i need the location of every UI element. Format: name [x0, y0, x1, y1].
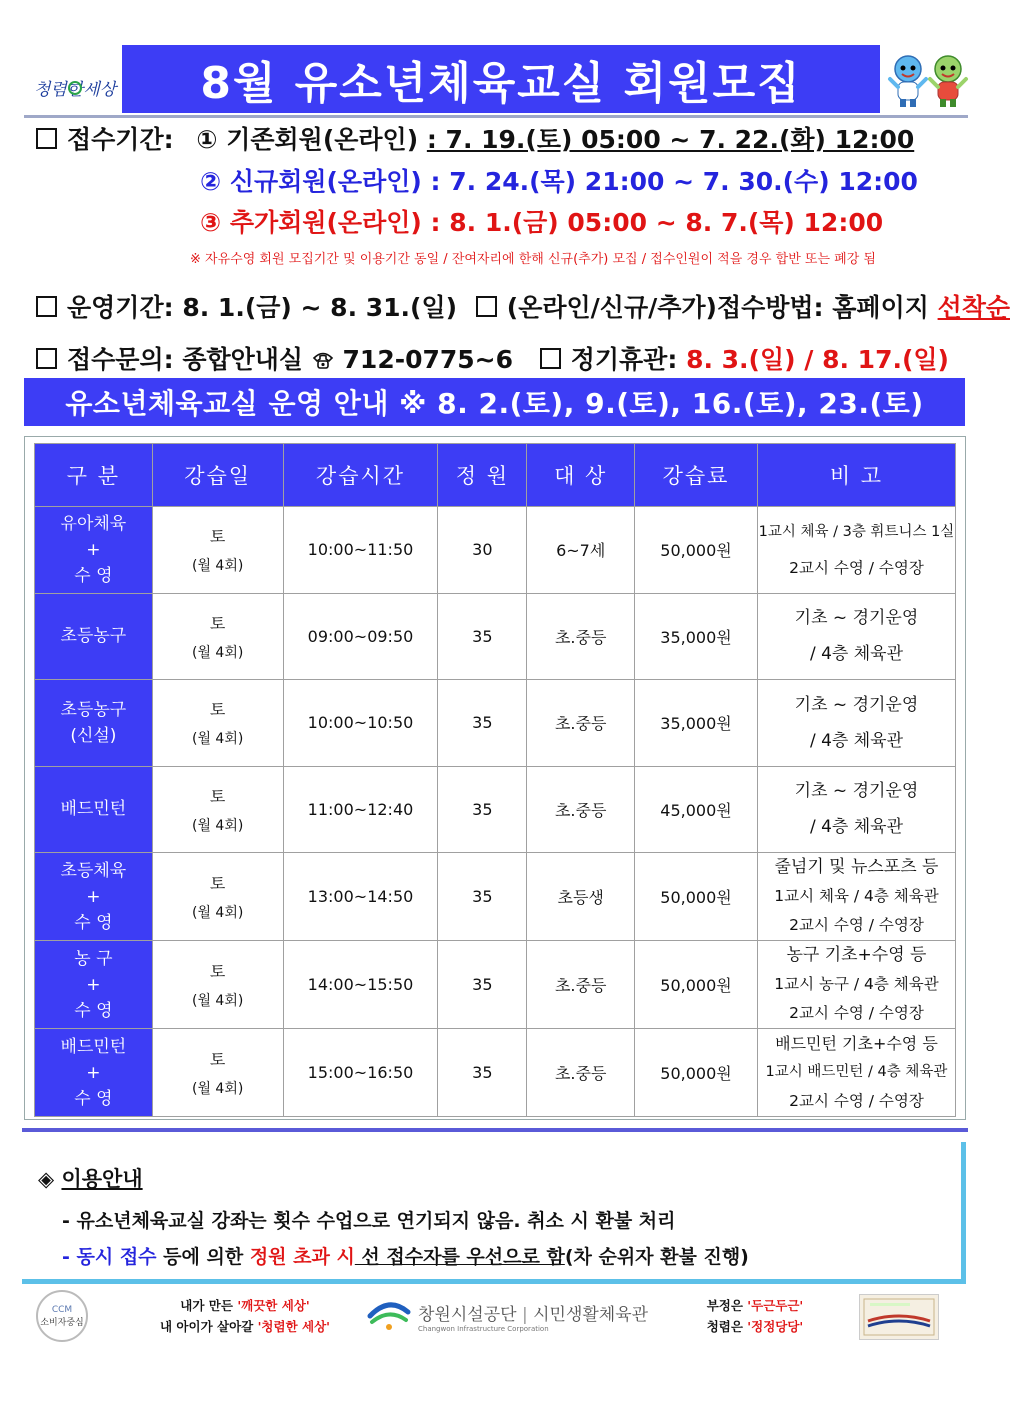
remark-line: 1교시 농구 / 4층 체육관 — [774, 975, 939, 993]
operation-method-label: (온라인/신규/추가)접수방법: — [506, 293, 824, 322]
table-row — [35, 853, 956, 941]
contact-phone: 712-0775~6 — [342, 345, 514, 374]
operation-row — [36, 288, 1010, 324]
checkbox-icon — [36, 348, 57, 369]
remark-line: 1교시 체육 / 3층 휘트니스 1실 — [758, 523, 955, 540]
category-line: 수 영 — [74, 1000, 113, 1021]
frequency: (월 4회) — [191, 817, 244, 834]
table-row — [35, 766, 956, 853]
slogan-left — [140, 1295, 350, 1337]
time-cell: 14:00~15:50 — [283, 941, 438, 1029]
day-cell — [152, 593, 283, 680]
capacity-cell: 35 — [438, 853, 527, 941]
category-cell — [35, 941, 153, 1029]
target-cell: 6~7세 — [527, 507, 635, 594]
table-row — [35, 593, 956, 680]
remarks-cell — [757, 766, 955, 853]
header-time: 강습시간 — [283, 444, 438, 507]
usage-line-1: - 유소년체육교실 강좌는 횟수 수업으로 연기되지 않음. 취소 시 환불 처리 — [62, 1210, 676, 1232]
remark-line: 줄넘기 및 뉴스포츠 등 — [774, 857, 939, 877]
org-logo: 창원시설공단 | 시민생활체육관 Changwon Infrastructure Corporation — [366, 1294, 648, 1338]
category-line: 수 영 — [74, 565, 113, 586]
day: 토 — [209, 962, 226, 981]
checkbox-icon — [540, 348, 561, 369]
day-cell — [152, 766, 283, 853]
fee-cell: 50,000원 — [635, 1029, 758, 1117]
page-title: 8월 유소년체육교실 회원모집 — [122, 45, 880, 113]
remarks-cell — [757, 507, 955, 594]
header-remarks: 비 고 — [757, 444, 955, 507]
mascot-green-icon — [928, 53, 968, 108]
capacity-cell: 35 — [438, 593, 527, 680]
fee-cell: 50,000원 — [635, 941, 758, 1029]
remarks-cell — [757, 593, 955, 680]
category-cell — [35, 507, 153, 594]
time-cell: 11:00~12:40 — [283, 766, 438, 853]
slogan-right — [680, 1295, 830, 1337]
slogan-left-2b: '청렴한 세상' — [257, 1319, 330, 1334]
frequency: (월 4회) — [191, 905, 244, 921]
org-dept: 시민생활체육관 — [533, 1304, 649, 1325]
phone-icon — [312, 347, 334, 376]
table-row — [35, 507, 956, 594]
registration-row-2 — [200, 162, 918, 198]
time-cell: 10:00~10:50 — [283, 680, 438, 767]
remark-line: / 4층 체육관 — [809, 817, 903, 838]
frequency: (월 4회) — [191, 644, 244, 661]
closed-label: 정기휴관: — [570, 345, 678, 374]
registration-who-3: 추가회원(온라인) — [229, 208, 422, 237]
operation-period-value: 8. 1.(금) ~ 8. 31.(일) — [182, 293, 458, 322]
day-cell — [152, 507, 283, 594]
time-cell: 15:00~16:50 — [283, 1029, 438, 1117]
header-capacity: 정 원 — [438, 444, 527, 507]
registration-period-2: : 7. 24.(목) 21:00 ~ 7. 30.(수) 12:00 — [430, 167, 918, 196]
usage-line-2d: 선 접수자를 우선으로 함 — [354, 1246, 565, 1268]
checkbox-icon — [36, 296, 57, 317]
contact-value: 종합안내실 — [182, 345, 304, 374]
category-line: 유아체육 — [60, 513, 127, 534]
remark-line: 2교시 수영 / 수영장 — [789, 1092, 924, 1110]
section-divider — [22, 1128, 968, 1132]
remark-line: 기초 ~ 경기운영 — [794, 608, 919, 629]
day: 토 — [209, 527, 226, 547]
remark-line: 2교시 수영 / 수영장 — [789, 916, 924, 934]
header-category: 구 분 — [35, 444, 153, 507]
header-divider — [24, 115, 968, 118]
category-line: 초등농구 — [60, 626, 127, 647]
closed-value: 8. 3.(일) / 8. 17.(일) — [686, 345, 949, 374]
day-cell — [152, 853, 283, 941]
certificate-image — [859, 1294, 939, 1340]
usage-line-2c: 정원 초과 시 — [249, 1246, 355, 1268]
category-line: 배드민턴 — [60, 799, 127, 820]
remark-line: 기초 ~ 경기운영 — [794, 781, 919, 802]
category-line: 초등농구 — [60, 699, 127, 720]
category-cell — [35, 853, 153, 941]
category-line: 농 구 — [74, 948, 113, 969]
logo-text: 청렴한세상 — [33, 80, 117, 100]
capacity-cell: 35 — [438, 680, 527, 767]
target-cell: 초.중등 — [527, 1029, 635, 1117]
day: 토 — [209, 786, 226, 806]
target-cell: 초.중등 — [527, 941, 635, 1029]
usage-line-2a: - 동시 접수 — [62, 1246, 157, 1268]
category-cell — [35, 1029, 153, 1117]
time-cell: 13:00~14:50 — [283, 853, 438, 941]
category-cell — [35, 766, 153, 853]
slogan-right-1a: 부정은 — [706, 1298, 748, 1313]
registration-row-1 — [36, 120, 914, 156]
ccm-badge — [36, 1290, 88, 1342]
registration-num-1: ① — [196, 125, 218, 154]
day-cell — [152, 941, 283, 1029]
capacity-cell: 35 — [438, 1029, 527, 1117]
frequency: (월 4회) — [191, 731, 244, 748]
day-cell — [152, 1029, 283, 1117]
slogan-right-2a: 청렴은 — [706, 1319, 748, 1334]
target-cell: 초.중등 — [527, 593, 635, 680]
frequency: (월 4회) — [191, 558, 244, 575]
remarks-cell — [757, 680, 955, 767]
category-line: 배드민턴 — [60, 1036, 127, 1057]
cheongnyeom-logo — [30, 55, 120, 115]
fee-cell: 35,000원 — [635, 680, 758, 767]
registration-period-3: : 8. 1.(금) 05:00 ~ 8. 7.(목) 12:00 — [430, 208, 884, 237]
header-day: 강습일 — [152, 444, 283, 507]
registration-num-3: ③ — [200, 208, 222, 237]
category-line: + — [86, 886, 101, 907]
ccm-line-2: 소비자중심 — [40, 1317, 84, 1328]
category-cell — [35, 593, 153, 680]
remarks-cell — [757, 941, 955, 1029]
operation-method-highlight: 선착순 — [937, 293, 1010, 322]
registration-label: 접수기간: — [67, 125, 174, 154]
usage-title-text: 이용안내 — [61, 1167, 143, 1191]
frequency: (월 4회) — [191, 993, 244, 1009]
fee-cell: 45,000원 — [635, 766, 758, 853]
registration-who-2: 신규회원(온라인) — [229, 167, 422, 196]
remark-line: 1교시 체육 / 4층 체육관 — [774, 887, 939, 905]
remark-line: / 4층 체육관 — [809, 644, 903, 665]
registration-num-2: ② — [200, 167, 222, 196]
usage-line-2e: (차 순위자 환불 진행) — [564, 1246, 749, 1268]
slogan-right-1b: '두근두근' — [747, 1298, 804, 1313]
fee-cell: 35,000원 — [635, 593, 758, 680]
time-cell: 10:00~11:50 — [283, 507, 438, 594]
day-cell — [152, 680, 283, 767]
slogan-left-1b: '깨끗한 세상' — [237, 1298, 310, 1313]
remark-line: 1교시 배드민턴 / 4층 체육관 — [765, 1064, 948, 1080]
target-cell: 초등생 — [527, 853, 635, 941]
slogan-left-1a: 내가 만든 — [180, 1298, 238, 1313]
category-line: 수 영 — [74, 1088, 113, 1109]
operation-guide-bar: 유소년체육교실 운영 안내 ※ 8. 2.(토), 9.(토), 16.(토), 23.(토) — [24, 378, 965, 426]
remark-line: 2교시 수영 / 수영장 — [789, 558, 924, 577]
category-line: + — [86, 1062, 101, 1083]
org-name: 창원시설공단 — [418, 1304, 517, 1325]
day: 토 — [209, 613, 226, 633]
schedule-table — [34, 443, 956, 1117]
category-line: + — [86, 539, 101, 560]
usage-line-2b: 등에 의한 — [156, 1246, 250, 1268]
mascot-blue-icon — [888, 53, 928, 108]
header-fee: 강습료 — [635, 444, 758, 507]
registration-period-1: : 7. 19.(토) 05:00 ~ 7. 22.(화) 12:00 — [426, 125, 915, 154]
target-cell: 초.중등 — [527, 680, 635, 767]
target-cell: 초.중등 — [527, 766, 635, 853]
operation-method-value: 홈페이지 — [832, 293, 929, 322]
registration-note: ※ 자유수영 회원 모집기간 및 이용기간 동일 / 잔여자리에 한해 신규(추가) 모집 / 접수인원이 적을 경우 합반 또는 폐강 됨 — [190, 252, 876, 267]
fee-cell: 50,000원 — [635, 507, 758, 594]
header-target: 대 상 — [527, 444, 635, 507]
remarks-cell — [757, 1029, 955, 1117]
capacity-cell: 35 — [438, 766, 527, 853]
diamond-icon: ◈ — [38, 1167, 55, 1191]
capacity-cell: 35 — [438, 941, 527, 1029]
registration-row-3 — [200, 203, 883, 239]
table-row — [35, 1029, 956, 1117]
category-line: 수 영 — [74, 912, 113, 933]
usage-line-2 — [62, 1242, 749, 1269]
table-row — [35, 680, 956, 767]
capacity-cell: 30 — [438, 507, 527, 594]
remark-line: 농구 기초+수영 등 — [786, 945, 927, 965]
remark-line: 2교시 수영 / 수영장 — [789, 1004, 924, 1022]
checkbox-icon — [36, 128, 57, 149]
contact-label: 접수문의: — [67, 345, 174, 374]
remarks-cell — [757, 853, 955, 941]
registration-who-1: 기존회원(온라인) — [226, 125, 419, 154]
day: 토 — [209, 1050, 226, 1069]
fee-cell: 50,000원 — [635, 853, 758, 941]
category-line: + — [86, 974, 101, 995]
remark-line: 배드민턴 기초+수영 등 — [775, 1034, 938, 1053]
table-row — [35, 941, 956, 1029]
day: 토 — [209, 700, 226, 720]
remark-line: / 4층 체육관 — [809, 730, 903, 751]
ccm-line-1: CCM — [51, 1304, 73, 1315]
frequency: (월 4회) — [191, 1081, 244, 1097]
category-line: (신설) — [70, 725, 117, 746]
checkbox-icon — [476, 296, 497, 317]
operation-period-label: 운영기간: — [67, 293, 174, 322]
day: 토 — [209, 874, 226, 893]
table-header-row — [35, 444, 956, 507]
slogan-left-2a: 내 아이가 살아갈 — [160, 1319, 258, 1334]
contact-row — [36, 340, 949, 376]
slogan-right-2b: '정정당당' — [747, 1319, 804, 1334]
org-english: Changwon Infrastructure Corporation — [418, 1324, 549, 1333]
time-cell: 09:00~09:50 — [283, 593, 438, 680]
remark-line: 기초 ~ 경기운영 — [794, 694, 919, 715]
category-line: 초등체육 — [60, 860, 127, 881]
usage-title — [38, 1163, 143, 1193]
category-cell — [35, 680, 153, 767]
org-emblem-icon — [366, 1294, 412, 1338]
